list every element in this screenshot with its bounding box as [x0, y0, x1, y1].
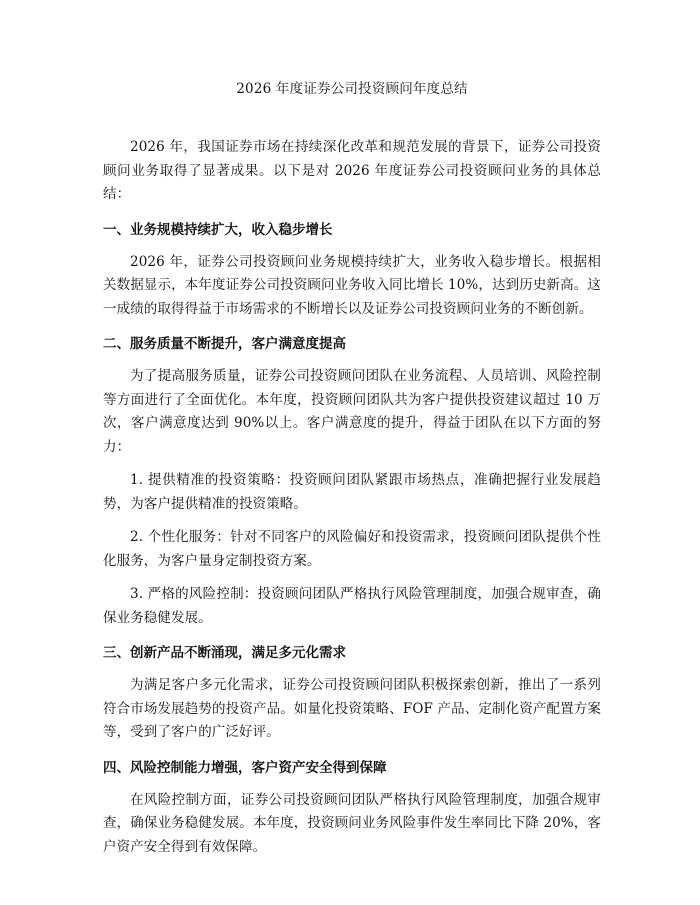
- document-content: [103, 78, 601, 871]
- numbered-list-item: 2. 个性化服务：针对不同客户的风险偏好和投资需求，投资顾问团队提供个性化服务，为客户量身定制投资方案。: [103, 529, 601, 569]
- section-heading: 四、风险控制能力增强，客户资产安全得到保障: [103, 759, 387, 776]
- section-paragraph: 2026 年，证券公司投资顾问业务规模持续扩大，业务收入稳步增长。根据相关数据显示，本年度证券公司投资顾问业务收入同比增长 10%，达到历史新高。这一成绩的取得得益于市场需求的不断增长以及证券公司投资顾问业务的不断创新。: [103, 253, 601, 317]
- section-heading: 三、创新产品不断涌现，满足多元化需求: [103, 645, 346, 661]
- section-service-quality: [103, 333, 601, 630]
- section-business-scale: [103, 219, 601, 322]
- document-title: 2026 年度证券公司投资顾问年度总结: [236, 81, 468, 97]
- section-paragraph: 为满足客户多元化需求，证券公司投资顾问团队积极探索创新，推出了一系列符合市场发展趋势的投资产品。如量化投资策略、FOF 产品、定制化资产配置方案等，受到了客户的广泛好评。: [103, 677, 601, 740]
- section-heading: 一、业务规模持续扩大，收入稳步增长: [103, 221, 333, 238]
- numbered-list-item: 1. 提供精准的投资策略：投资顾问团队紧跟市场热点，准确把握行业发展趋势，为客户提供精准的投资策略。: [103, 472, 601, 512]
- section-risk-control: [103, 757, 601, 860]
- intro-paragraph: 2026 年，我国证券市场在持续深化改革和规范发展的背景下，证券公司投资顾问业务取得了显著成果。以下是对 2026 年度证券公司投资顾问业务的具体总结：: [103, 139, 601, 202]
- section-innovative-products: [103, 642, 601, 745]
- numbered-list-item: 3. 严格的风险控制：投资顾问团队严格执行风险管理制度，加强合规审查，确保业务稳健发展。: [103, 586, 601, 626]
- section-heading: 二、服务质量不断提升，客户满意度提高: [103, 336, 346, 352]
- section-paragraph: 为了提高服务质量，证券公司投资顾问团队在业务流程、人员培训、风险控制等方面进行了全面优化。本年度，投资顾问团队共为客户提供投资建议超过 10 万次，客户满意度达到 90%以上。客户满意度的提升，得益于团队在以下方面的努力：: [103, 368, 601, 455]
- section-paragraph: 在风险控制方面，证券公司投资顾问团队严格执行风险管理制度，加强合规审查，确保业务稳健发展。本年度，投资顾问业务风险事件发生率同比下降 20%，客户资产安全得到有效保障。: [103, 791, 601, 855]
